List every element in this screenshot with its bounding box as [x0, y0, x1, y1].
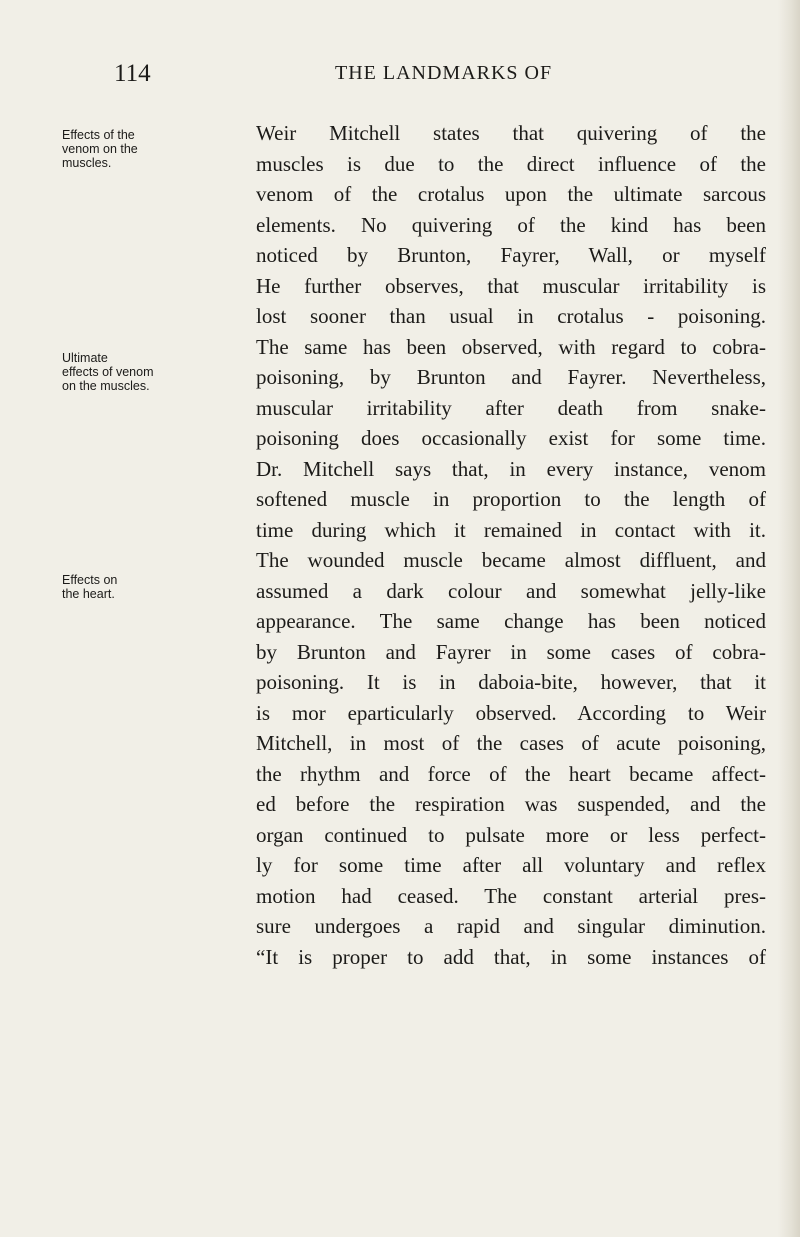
body-line: the rhythm and force of the heart became affect-: [256, 761, 766, 786]
body-line: softened muscle in proportion to the length of: [256, 487, 766, 511]
page-number: 114: [114, 60, 151, 87]
body-line: is mor eparticularly observed. According to Weir: [256, 700, 766, 725]
body-line: ly for some time after all voluntary and reflex: [256, 853, 766, 877]
body-line: assumed a dark colour and somewhat jelly-like: [256, 578, 766, 603]
sidenote-effects-heart: [62, 573, 122, 601]
body-line: elements. No quivering of the kind has been: [256, 212, 766, 237]
body-line: sure undergoes a rapid and singular diminution.: [256, 914, 766, 938]
body-line: Mitchell, in most of the cases of acute poisoning,: [256, 731, 766, 755]
running-head: THE LANDMARKS OF: [335, 62, 553, 84]
body-line: lost sooner than usual in crotalus - poisoning.: [256, 304, 766, 328]
body-line: He further observes, that muscular irritability is: [256, 273, 766, 298]
body-line: muscles is due to the direct influence of the: [256, 151, 766, 176]
body-line: noticed by Brunton, Fayrer, Wall, or myself: [256, 243, 766, 267]
body-line: organ continued to pulsate more or less perfect-: [256, 822, 766, 847]
body-line: venom of the crotalus upon the ultimate sarcous: [256, 182, 766, 206]
sidenote-ultimate-effects: [62, 351, 154, 393]
body-line: poisoning. It is in daboia-bite, however, that it: [256, 670, 766, 694]
body-line: motion had ceased. The constant arterial pres-: [256, 883, 766, 908]
body-line: Dr. Mitchell says that, in every instance, venom: [256, 456, 766, 481]
sidenote-line: muscles.: [62, 156, 112, 170]
body-line: appearance. The same change has been noticed: [256, 609, 766, 633]
body-line: ed before the respiration was suspended, and the: [256, 792, 766, 816]
sidenote-line: the heart.: [62, 587, 115, 601]
sidenote-line: Ultimate: [62, 351, 108, 365]
body-line: poisoning does occasionally exist for some time.: [256, 426, 766, 450]
body-line: muscular irritability after death from snake-: [256, 395, 766, 420]
body-line: The wounded muscle became almost diffluent, and: [256, 548, 766, 572]
page-header: [0, 60, 800, 94]
sidenote-line: effects of venom: [62, 365, 154, 379]
sidenote-venom-muscles: [62, 128, 138, 170]
body-line: The same has been observed, with regard to cobra-: [256, 334, 766, 359]
body-line: time during which it remained in contact with it.: [256, 517, 766, 542]
body-text: [256, 118, 766, 972]
body-line: by Brunton and Fayrer in some cases of cobra-: [256, 639, 766, 664]
sidenote-line: Effects of the: [62, 128, 135, 142]
body-line: Weir Mitchell states that quivering of the: [256, 121, 766, 145]
page-edge-shadow: [778, 0, 800, 1237]
sidenote-line: Effects on: [62, 573, 118, 587]
body-line: poisoning, by Brunton and Fayrer. Nevertheless,: [256, 365, 766, 389]
sidenote-line: on the muscles.: [62, 379, 150, 393]
body-line: “It is proper to add that, in some instances of: [256, 944, 766, 969]
sidenote-line: venom on the: [62, 142, 138, 156]
